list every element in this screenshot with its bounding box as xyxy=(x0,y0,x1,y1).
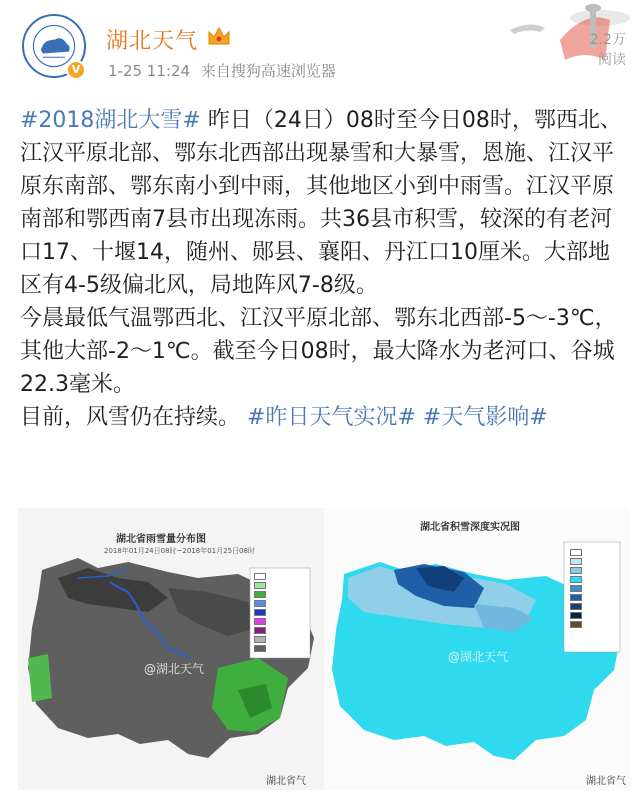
precipitation-map-image[interactable] xyxy=(18,508,324,790)
paragraph-1-text: 昨日（24日）08时至今日08时，鄂西北、江汉平原北部、鄂东北西部出现暴雪和大暴雪，恩施、江汉平原东南部、鄂东南小到中雨，其他地区小到中雨雪。江汉平原南部和鄂西南7县市出现冻雨。共36县市积雪，较深的有老河口17、十堰14，随州、郧县、襄阳、丹江口10厘米。大部地区有4-5级偏北风，局地阵风7-8级。 xyxy=(20,108,622,298)
account-name[interactable]: 湖北天气 xyxy=(106,29,199,54)
paragraph-2: 今晨最低气温鄂西北、江汉平原北部、鄂东北西部-5～-3℃，其他大部-2～1℃。截至今日08时，最大降水为老河口、谷城22.3毫米。 xyxy=(20,306,617,397)
hashtag-hubei-snow[interactable]: #2018湖北大雪# xyxy=(20,108,201,133)
paragraph-1 xyxy=(20,104,624,302)
hashtag-yesterday-weather[interactable]: #昨日天气实况# xyxy=(247,405,416,430)
left-map-title: 湖北省雨雪量分布图 xyxy=(116,534,206,545)
post-body xyxy=(20,104,624,434)
post-source: 来自搜狗高速浏览器 xyxy=(200,62,336,80)
verified-badge-icon: V xyxy=(66,60,86,80)
right-map-legend xyxy=(570,548,585,629)
paragraph-3-text: 目前，风雪仍在持续。 xyxy=(20,405,241,430)
paragraph-3 xyxy=(20,401,624,434)
snow-depth-map-image[interactable] xyxy=(324,508,630,790)
left-map-subtitle: 2018年01月24日08时~2018年01月25日08时 xyxy=(104,547,255,555)
left-map-watermark: @湖北天气 xyxy=(144,662,205,676)
post-meta xyxy=(108,60,342,81)
crown-icon xyxy=(206,24,232,48)
left-map-legend xyxy=(254,572,269,653)
post-time: 1-25 11:24 xyxy=(108,62,191,80)
post-header xyxy=(0,0,640,96)
read-count: 2.2万 阅读 xyxy=(589,32,626,68)
right-map-watermark: @湖北天气 xyxy=(448,650,509,664)
right-map-title: 湖北省积雪深度实况图 xyxy=(420,522,520,533)
left-map-corner-label: 湖北省气 xyxy=(266,776,306,787)
right-map-corner-label: 湖北省气 xyxy=(586,776,626,787)
hashtag-weather-impact[interactable]: #天气影响# xyxy=(422,405,548,430)
